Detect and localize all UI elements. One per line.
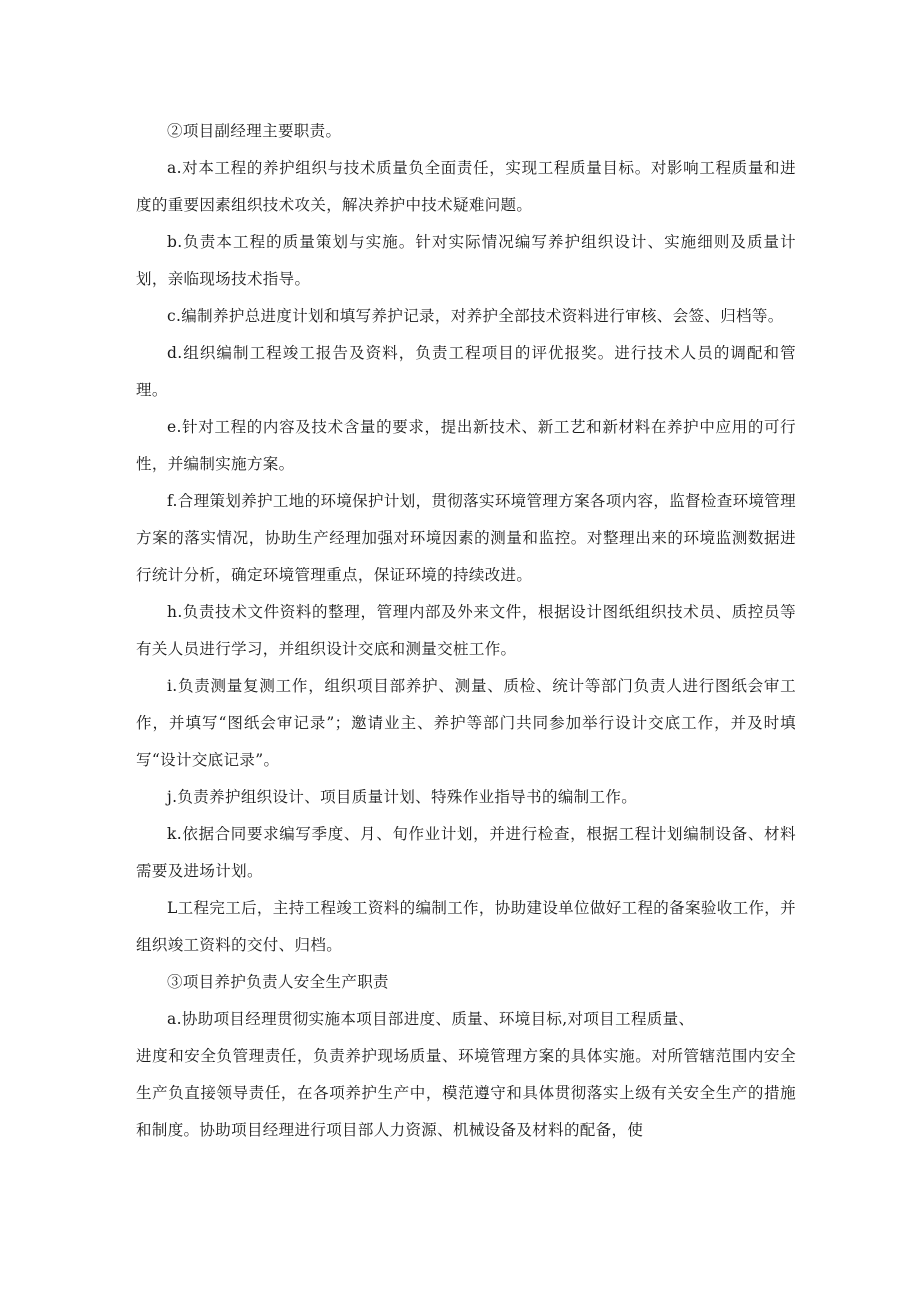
paragraph-a2-continued: 进度和安全负管理责任，负责养护现场质量、环境管理方案的具体实施。对所管辖范围内安全生产负直接领导责任，在各项养护生产中，模范遵守和具体贯彻落实上级有关安全生产的措施和制度。协助项目经理进行项目部人力资源、机械设备及材料的配备，使: [136, 1047, 796, 1139]
paragraph-f: f.合理策划养护工地的环境保护计划，贯彻落实环境管理方案各项内容，监督检查环境管理方案的落实情况，协助生产经理加强对环境因素的测量和监控。对整理出来的环境监测数据进行统计分析，确定环境管理重点，保证环境的持续改进。: [136, 492, 796, 584]
paragraph-a: a.对本工程的养护组织与技术质量负全面责任，实现工程质量目标。对影响工程质量和进度的重要因素组织技术攻关，解决养护中技术疑难问题。: [136, 159, 796, 214]
paragraph-i: i.负责测量复测工作，组织项目部养护、测量、质检、统计等部门负责人进行图纸会审工作，并填写“图纸会审记录”；邀请业主、养护等部门共同参加举行设计交底工作，并及时填写“设计交底记录”。: [136, 677, 796, 769]
paragraph-c: c.编制养护总进度计划和填写养护记录，对养护全部技术资料进行审核、会签、归档等。: [167, 307, 784, 325]
paragraph-k: k.依据合同要求编写季度、月、旬作业计划，并进行检查，根据工程计划编制设备、材料需要及进场计划。: [136, 825, 796, 880]
paragraph-a2: a.协助项目经理贯彻实施本项目部进度、质量、环境目标,对项目工程质量、: [167, 1010, 695, 1028]
paragraph-h: h.负责技术文件资料的整理，管理内部及外来文件，根据设计图纸组织技术员、质控员等有关人员进行学习，并组织设计交底和测量交桩工作。: [136, 603, 796, 658]
paragraph-b: b.负责本工程的质量策划与实施。针对实际情况编写养护组织设计、实施细则及质量计划，亲临现场技术指导。: [136, 233, 796, 288]
paragraph-j: j.负责养护组织设计、项目质量计划、特殊作业指导书的编制工作。: [167, 788, 638, 806]
document-body: [136, 113, 796, 1149]
section-heading-maintenance-lead: ③项目养护负责人安全生产职责: [167, 973, 389, 991]
paragraph-d: d.组织编制工程竣工报告及资料，负责工程项目的评优报奖。进行技术人员的调配和管理。: [136, 344, 796, 399]
paragraph-l: L工程完工后，主持工程竣工资料的编制工作，协助建设单位做好工程的备案验收工作，并组织竣工资料的交付、归档。: [136, 899, 796, 954]
paragraph-e: e.针对工程的内容及技术含量的要求，提出新技术、新工艺和新材料在养护中应用的可行性，并编制实施方案。: [136, 418, 796, 473]
section-heading-deputy-manager: ②项目副经理主要职责。: [167, 122, 342, 140]
